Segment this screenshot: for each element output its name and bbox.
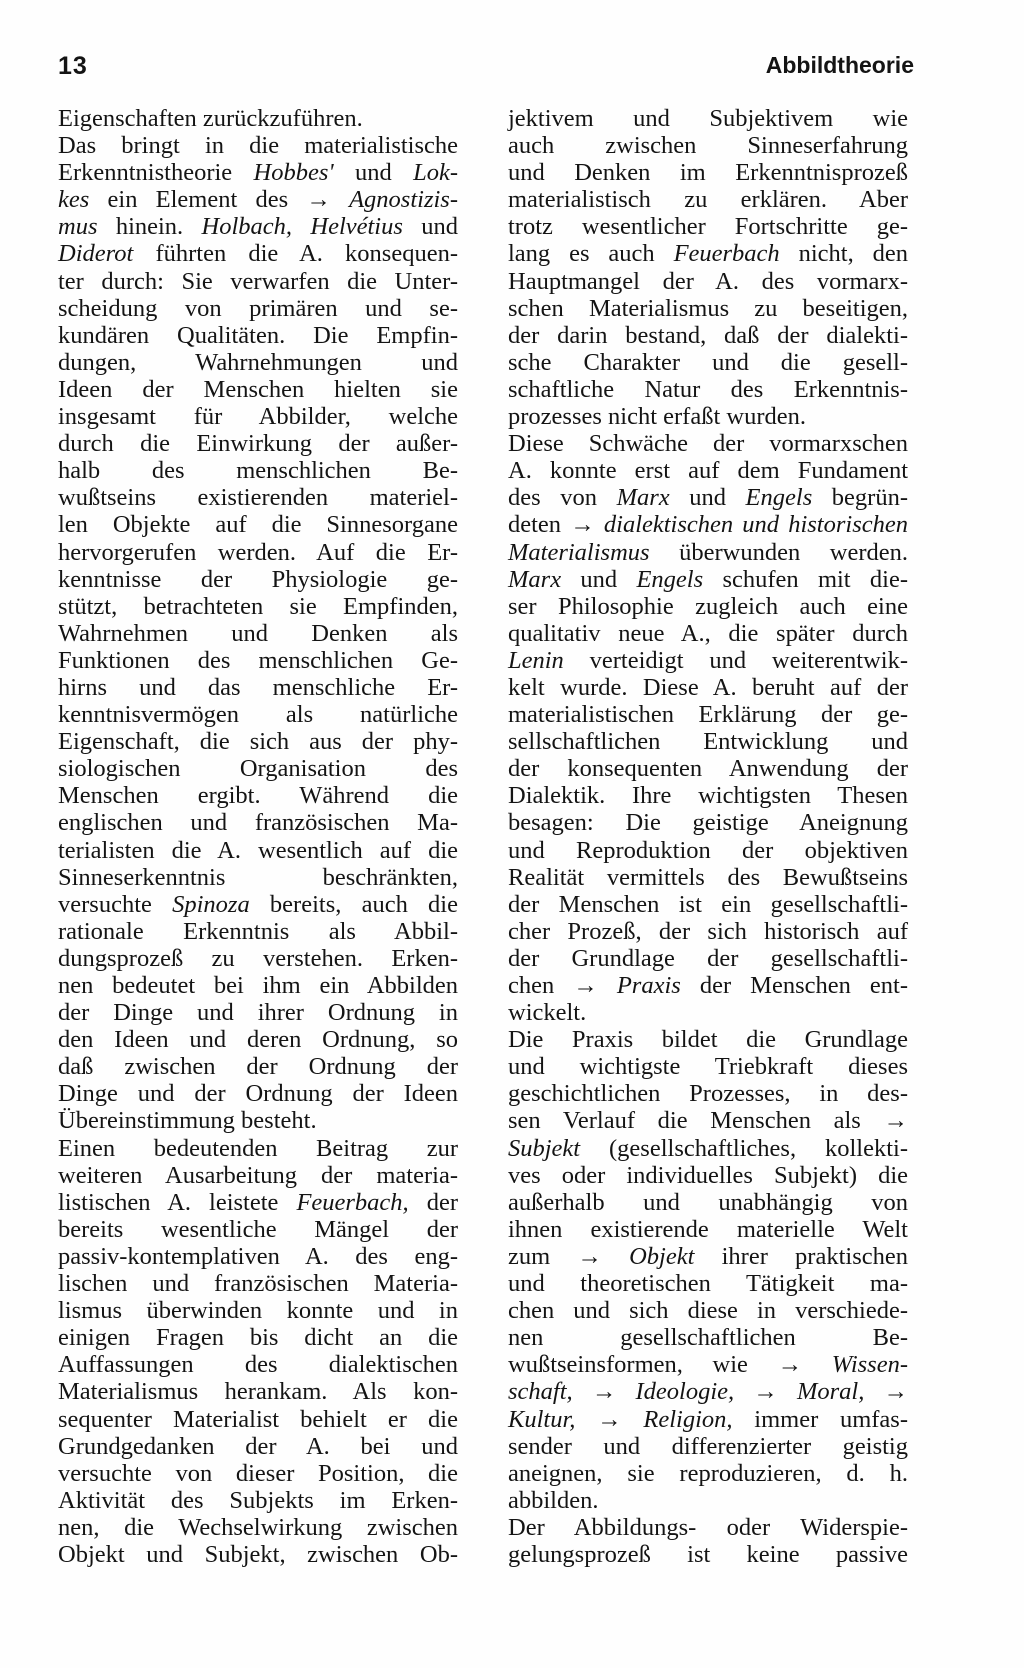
text-run: → xyxy=(864,1378,909,1406)
italic-text-run: Wissen- xyxy=(831,1351,908,1379)
text-line xyxy=(508,159,908,186)
text-run: sche Charakter und die gesell- xyxy=(508,348,908,376)
text-line xyxy=(508,999,908,1026)
text-run: ein Element des → xyxy=(89,186,350,214)
text-run: sen Verlauf die Menschen als → xyxy=(508,1107,908,1135)
text-run: schaftliche Natur des Erkenntnis- xyxy=(508,375,908,403)
italic-text-run: Moral, xyxy=(796,1378,865,1406)
text-run: versuchte xyxy=(58,890,173,918)
text-run: hirns und das menschliche Er- xyxy=(58,673,458,701)
italic-text-run: Diderot xyxy=(58,240,134,268)
text-line xyxy=(508,1026,908,1053)
text-run: bereits wesentliche Mängel der xyxy=(58,1215,458,1243)
text-run: geschichtlichen Prozesses, in des- xyxy=(508,1080,908,1108)
text-run: begrün- xyxy=(812,484,908,512)
text-run: kundären Qualitäten. Die Empfin- xyxy=(58,321,458,349)
text-line xyxy=(58,864,458,891)
text-line xyxy=(508,728,908,755)
text-line xyxy=(58,1243,458,1270)
text-line xyxy=(58,782,458,809)
text-run: der konsequenten Anwendung der xyxy=(508,755,908,783)
text-run: nen bedeutet bei ihm ein Abbilden xyxy=(58,972,458,999)
text-run: halb des menschlichen Be- xyxy=(58,457,458,485)
text-line xyxy=(508,1216,908,1243)
text-line xyxy=(58,322,458,349)
text-line xyxy=(508,1297,908,1324)
right-text-column xyxy=(508,105,908,1568)
text-line xyxy=(508,240,908,267)
text-line xyxy=(508,1243,908,1270)
text-line xyxy=(508,1406,908,1433)
text-run: jektivem und Subjektivem wie xyxy=(508,105,908,132)
text-line xyxy=(508,105,908,132)
italic-text-run: kes xyxy=(58,186,90,214)
italic-text-run: mus xyxy=(58,213,98,241)
text-line xyxy=(58,1080,458,1107)
text-line xyxy=(508,403,908,430)
text-run: hervorgerufen werden. Auf die Er- xyxy=(58,538,458,566)
text-run: dungsprozeß zu verstehen. Erken- xyxy=(58,944,458,972)
text-line xyxy=(508,457,908,484)
text-line xyxy=(508,1080,908,1107)
text-run: englischen und französischen Ma- xyxy=(58,809,458,837)
text-line xyxy=(508,268,908,295)
text-run: terialisten die A. wesentlich auf die xyxy=(58,836,458,864)
text-line xyxy=(58,349,458,376)
text-line xyxy=(508,972,908,999)
text-run: → xyxy=(575,1405,644,1433)
text-run: Objekt und Subjekt, zwischen Ob- xyxy=(58,1540,458,1568)
text-line xyxy=(508,539,908,566)
text-run: cher Prozeß, der sich historisch auf xyxy=(508,917,908,945)
text-run: insgesamt für Abbilder, welche xyxy=(58,403,458,431)
text-line xyxy=(508,1378,908,1405)
text-line xyxy=(58,1324,458,1351)
text-line xyxy=(58,403,458,430)
text-run: chen und sich diese in verschiede- xyxy=(508,1297,908,1325)
italic-text-run: Marx xyxy=(616,484,670,512)
text-run: Funktionen des menschlichen Ge- xyxy=(58,646,458,674)
text-line xyxy=(508,566,908,593)
text-run: Grundgedanken der A. bei und xyxy=(58,1432,458,1460)
text-run: außerhalb und unabhängig von xyxy=(508,1188,908,1216)
text-run: Realität vermittels des Bewußtseins xyxy=(508,863,908,891)
text-run: wickelt. xyxy=(508,999,587,1027)
text-run: nen gesellschaftlichen Be- xyxy=(508,1324,908,1352)
text-line xyxy=(58,1541,458,1568)
text-line xyxy=(58,999,458,1026)
text-line xyxy=(58,186,458,213)
text-run: überwunden werden. xyxy=(649,538,908,566)
text-run: besagen: Die geistige Aneignung xyxy=(508,809,908,837)
text-line xyxy=(508,945,908,972)
text-line xyxy=(58,1107,458,1134)
text-line xyxy=(508,1351,908,1378)
text-line xyxy=(58,1162,458,1189)
text-line xyxy=(508,864,908,891)
text-line xyxy=(508,1053,908,1080)
text-line xyxy=(58,539,458,566)
text-line xyxy=(508,1541,908,1568)
italic-text-run: Engels xyxy=(636,565,704,593)
text-line xyxy=(58,1406,458,1433)
text-run: trotz wesentlicher Fortschritte ge- xyxy=(508,213,908,241)
text-run: listischen A. leistete xyxy=(58,1188,297,1216)
text-line xyxy=(58,1135,458,1162)
text-line xyxy=(508,376,908,403)
page-number: 13 xyxy=(58,52,88,80)
text-line xyxy=(508,1162,908,1189)
text-line xyxy=(58,268,458,295)
italic-text-run: Praxis xyxy=(616,972,681,999)
text-run: → xyxy=(572,1378,636,1406)
text-line xyxy=(58,1433,458,1460)
text-line xyxy=(58,376,458,403)
text-run: abbilden. xyxy=(508,1486,599,1514)
text-run: Erkenntnistheorie xyxy=(58,159,254,187)
text-run: Eigenschaft, die sich aus der phy- xyxy=(58,728,458,756)
text-run: und theoretischen Tätigkeit ma- xyxy=(508,1270,908,1298)
text-line xyxy=(508,1460,908,1487)
text-line xyxy=(58,1297,458,1324)
text-line xyxy=(58,566,458,593)
text-line xyxy=(508,186,908,213)
text-line xyxy=(58,159,458,186)
text-run: der Grundlage der gesellschaftli- xyxy=(508,944,908,972)
text-line xyxy=(58,105,458,132)
text-line xyxy=(508,1487,908,1514)
text-line xyxy=(58,240,458,267)
text-run: prozesses nicht erfaßt wurden. xyxy=(508,403,806,431)
italic-text-run: Spinoza xyxy=(172,890,250,918)
text-run: Materialismus herankam. Als kon- xyxy=(58,1378,458,1406)
text-run: hinein. xyxy=(97,213,202,241)
text-run: und Denken im Erkenntnisprozeß xyxy=(508,159,908,187)
italic-text-run: Marx xyxy=(508,565,562,593)
text-run: bereits, auch die xyxy=(249,890,458,918)
text-line xyxy=(58,701,458,728)
text-line xyxy=(508,1324,908,1351)
text-line xyxy=(58,837,458,864)
text-line xyxy=(508,1189,908,1216)
text-run: den Ideen und deren Ordnung, so xyxy=(58,1026,458,1054)
text-run: Menschen ergibt. Während die xyxy=(58,782,458,810)
text-line xyxy=(508,1433,908,1460)
text-run: immer umfas- xyxy=(732,1405,908,1433)
text-line xyxy=(58,755,458,782)
text-line xyxy=(58,511,458,538)
text-run: und Reproduktion der objektiven xyxy=(508,836,908,864)
italic-text-run: Lok- xyxy=(413,159,459,187)
text-run: auch zwischen Sinneserfahrung xyxy=(508,132,908,160)
text-line xyxy=(58,1216,458,1243)
text-run: chen → xyxy=(508,972,617,999)
text-line xyxy=(58,1189,458,1216)
text-line xyxy=(58,213,458,240)
text-line xyxy=(508,891,908,918)
text-line xyxy=(58,1026,458,1053)
text-run: dungen, Wahrnehmungen und xyxy=(58,348,458,376)
text-line xyxy=(508,1270,908,1297)
italic-text-run: schaft, xyxy=(508,1378,573,1406)
italic-text-run: Religion, xyxy=(643,1405,733,1433)
text-line xyxy=(58,1270,458,1297)
italic-text-run: Agnostizis- xyxy=(349,186,458,214)
text-run: (gesellschaftliches, kollekti- xyxy=(580,1134,908,1162)
italic-text-run: dialektischen und historischen xyxy=(603,511,908,539)
text-run: versuchte von dieser Position, die xyxy=(58,1459,458,1487)
text-line xyxy=(508,349,908,376)
text-run: Die Praxis bildet die Grundlage xyxy=(508,1026,908,1054)
text-line xyxy=(58,809,458,836)
text-line xyxy=(508,918,908,945)
text-line xyxy=(508,593,908,620)
text-line xyxy=(58,593,458,620)
text-line xyxy=(58,945,458,972)
text-run: Wahrnehmen und Denken als xyxy=(58,619,458,647)
text-line xyxy=(508,755,908,782)
text-line xyxy=(58,620,458,647)
text-run: Eigenschaften zurückzuführen. xyxy=(58,105,363,132)
text-run: wußtseins existierenden materiel- xyxy=(58,484,458,512)
text-run: Übereinstimmung besteht. xyxy=(58,1107,317,1135)
text-line xyxy=(58,295,458,322)
text-line xyxy=(508,1135,908,1162)
text-run: schufen mit die- xyxy=(703,565,909,593)
text-run: nen, die Wechselwirkung zwischen xyxy=(58,1513,458,1541)
text-run: und xyxy=(402,213,458,241)
text-line xyxy=(508,701,908,728)
text-run: siologischen Organisation des xyxy=(58,755,458,783)
text-line xyxy=(58,1460,458,1487)
text-line xyxy=(508,322,908,349)
text-run: durch die Einwirkung der außer- xyxy=(58,430,458,458)
text-run: Hauptmangel der A. des vormarx- xyxy=(508,267,908,295)
text-run: ihrer praktischen xyxy=(694,1242,908,1270)
italic-text-run: Subjekt xyxy=(508,1134,581,1162)
text-line xyxy=(508,484,908,511)
text-line xyxy=(58,674,458,701)
text-run: A. konnte erst auf dem Fundament xyxy=(508,457,908,485)
text-run: rationale Erkenntnis als Abbil- xyxy=(58,917,458,945)
text-run: ser Philosophie zugleich auch eine xyxy=(508,592,908,620)
text-run: Der Abbildungs- oder Widerspie- xyxy=(508,1513,908,1541)
text-run: Ideen der Menschen hielten sie xyxy=(58,375,458,403)
text-run: scheidung von primären und se- xyxy=(58,294,458,322)
text-line xyxy=(508,430,908,457)
text-run: passiv-kontemplativen A. des eng- xyxy=(58,1242,458,1270)
text-line xyxy=(58,1378,458,1405)
text-line xyxy=(58,1053,458,1080)
text-run: der xyxy=(408,1188,458,1216)
text-run: Dialektik. Ihre wichtigsten Thesen xyxy=(508,782,908,810)
text-run: Dinge und der Ordnung der Ideen xyxy=(58,1080,458,1108)
left-text-column xyxy=(58,105,458,1568)
running-head: Abbildtheorie xyxy=(765,52,914,78)
text-run: des von xyxy=(508,484,617,512)
italic-text-run: Ideologie, xyxy=(635,1378,735,1406)
text-line xyxy=(58,1351,458,1378)
text-line xyxy=(58,647,458,674)
text-run: sequenter Materialist behielt er die xyxy=(58,1405,458,1433)
text-run: ter durch: Sie verwarfen die Unter- xyxy=(58,267,458,295)
text-run: gelungsprozeß ist keine passive xyxy=(508,1540,908,1568)
text-line xyxy=(58,457,458,484)
text-run: lang es auch xyxy=(508,240,674,268)
text-run: wußtseinsformen, wie → xyxy=(508,1351,832,1379)
text-run: lischen und französischen Materia- xyxy=(58,1270,458,1298)
page-header xyxy=(0,52,1024,92)
text-line xyxy=(58,132,458,159)
italic-text-run: Kultur, xyxy=(508,1405,576,1433)
text-run: der Menschen ist ein gesellschaftli- xyxy=(508,890,908,918)
text-line xyxy=(58,972,458,999)
italic-text-run: Objekt xyxy=(629,1242,695,1270)
text-line xyxy=(58,484,458,511)
text-run: und wichtigste Triebkraft dieses xyxy=(508,1053,908,1081)
italic-text-run: Feuerbach, xyxy=(296,1188,409,1216)
text-run: der Dinge und ihrer Ordnung in xyxy=(58,999,458,1027)
text-run: Auffassungen des dialektischen xyxy=(58,1351,458,1379)
text-run: len Objekte auf die Sinnesorgane xyxy=(58,511,458,539)
text-run: daß zwischen der Ordnung der xyxy=(58,1053,458,1081)
text-run: einigen Fragen bis dicht an die xyxy=(58,1324,458,1352)
text-run: der Menschen ent- xyxy=(680,972,908,999)
text-line xyxy=(508,647,908,674)
text-run: verteidigt und weiterentwik- xyxy=(563,646,908,674)
text-run: → xyxy=(734,1378,797,1406)
text-run: Sinneserkenntnis beschränkten, xyxy=(58,863,458,891)
text-run: nicht, den xyxy=(779,240,908,268)
text-line xyxy=(58,430,458,457)
text-run: und xyxy=(669,484,746,512)
text-line xyxy=(508,620,908,647)
text-run: Diese Schwäche der vormarxschen xyxy=(508,430,908,458)
text-run: ves oder individuelles Subjekt) die xyxy=(508,1161,908,1189)
italic-text-run: Materialismus xyxy=(508,538,650,566)
text-run: kelt wurde. Diese A. beruht auf der xyxy=(508,673,908,701)
text-run: führten die A. konsequen- xyxy=(133,240,458,268)
text-run: materialistisch zu erklären. Aber xyxy=(508,186,908,214)
text-line xyxy=(508,674,908,701)
text-run: qualitativ neue A., die später durch xyxy=(508,619,908,647)
text-run: der darin bestand, daß der dialekti- xyxy=(508,321,908,349)
text-line xyxy=(508,1107,908,1134)
italic-text-run: Engels xyxy=(745,484,813,512)
text-run: Einen bedeutenden Beitrag zur xyxy=(58,1134,458,1162)
text-run: zum → xyxy=(508,1242,630,1270)
italic-text-run: Feuerbach xyxy=(673,240,780,268)
text-run: stützt, betrachteten sie Empfinden, xyxy=(58,592,458,620)
text-line xyxy=(58,728,458,755)
text-run: deten → xyxy=(508,511,604,539)
text-run: und xyxy=(333,159,414,187)
text-line xyxy=(508,213,908,240)
text-run: kenntnisvermögen als natürliche xyxy=(58,701,458,729)
text-line xyxy=(508,511,908,538)
italic-text-run: Holbach, Helvétius xyxy=(201,213,403,241)
text-line xyxy=(508,295,908,322)
text-line xyxy=(58,891,458,918)
text-run: und xyxy=(561,565,637,593)
text-run: lismus überwinden konnte und in xyxy=(58,1297,458,1325)
text-line xyxy=(508,132,908,159)
text-run: weiteren Ausarbeitung der materia- xyxy=(58,1161,458,1189)
text-run: Das bringt in die materialistische xyxy=(58,132,458,160)
text-run: sender und differenzierter geistig xyxy=(508,1432,908,1460)
text-line xyxy=(58,1514,458,1541)
text-run: materialistischen Erklärung der ge- xyxy=(508,701,908,729)
text-run: ihnen existierende materielle Welt xyxy=(508,1215,908,1243)
text-run: sellschaftlichen Entwicklung und xyxy=(508,728,908,756)
italic-text-run: Lenin xyxy=(508,646,564,674)
text-run: kenntnisse der Physiologie ge- xyxy=(58,565,458,593)
text-line xyxy=(58,918,458,945)
text-line xyxy=(508,782,908,809)
text-line xyxy=(58,1487,458,1514)
text-line xyxy=(508,1514,908,1541)
text-run: aneignen, sie reproduzieren, d. h. xyxy=(508,1459,908,1487)
text-line xyxy=(508,837,908,864)
text-line xyxy=(508,809,908,836)
text-run: schen Materialismus zu beseitigen, xyxy=(508,294,908,322)
italic-text-run: Hobbes' xyxy=(253,159,334,187)
text-run: Aktivität des Subjekts im Erken- xyxy=(58,1486,458,1514)
